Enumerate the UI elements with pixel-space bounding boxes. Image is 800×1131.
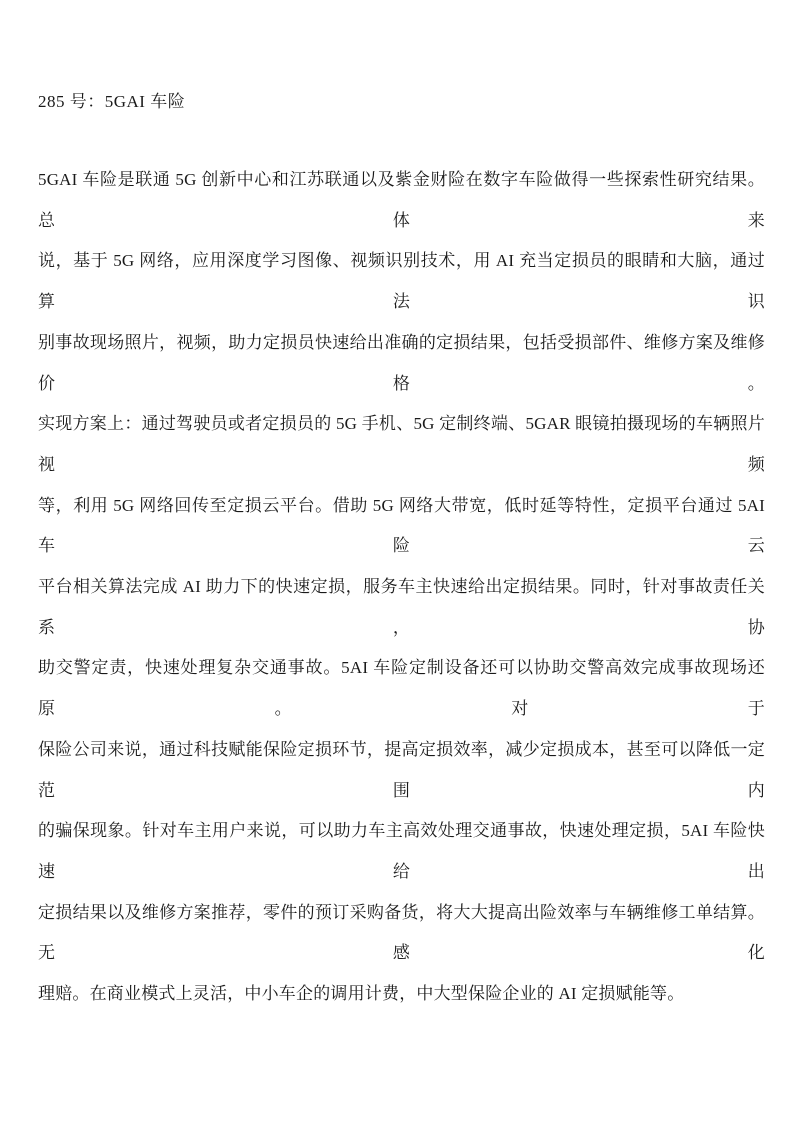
paragraph-line: 实现方案上：通过驾驶员或者定损员的 5G 手机、5G 定制终端、5GAR 眼镜拍摄现场的车辆照片视频 [38,414,765,474]
paragraph-line: 保险公司来说，通过科技赋能保险定损环节，提高定损效率，减少定损成本，甚至可以降低一定范围内 [38,739,765,800]
paragraph-line: 等，利用 5G 网络回传至定损云平台。借助 5G 网络大带宽，低时延等特性，定损平台通过 5AI 车险云 [38,495,765,556]
document-body [38,160,765,1015]
paragraph-line: 说，基于 5G 网络，应用深度学习图像、视频识别技术，用 AI 充当定损员的眼睛和大脑，通过算法识 [38,251,765,312]
paragraph-line: 的骗保现象。针对车主用户来说，可以助力车主高效处理交通事故，快速处理定损，5AI 车险快速给出 [38,821,765,881]
paragraph-line: 平台相关算法完成 AI 助力下的快速定损，服务车主快速给出定损结果。同时，针对事故责任关系，协 [38,577,765,637]
paragraph-line: 5GAI 车险是联通 5G 创新中心和江苏联通以及紫金财险在数字车险做得一些探索性研究结果。总体来 [38,170,765,230]
paragraph-line: 别事故现场照片，视频，助力定损员快速给出准确的定损结果，包括受损部件、维修方案及维修价格。 [38,332,765,393]
paragraph-line: 理赔。在商业模式上灵活，中小车企的调用计费，中大型保险企业的 AI 定损赋能等。 [38,984,685,1004]
paragraph-line: 定损结果以及维修方案推荐，零件的预订采购备货，将大大提高出险效率与车辆维修工单结算。无感化 [38,902,765,963]
document-title: 285 号：5GAI 车险 [38,92,186,111]
paragraph-line: 助交警定责，快速处理复杂交通事故。5AI 车险定制设备还可以协助交警高效完成事故现场还原。对于 [38,658,765,719]
